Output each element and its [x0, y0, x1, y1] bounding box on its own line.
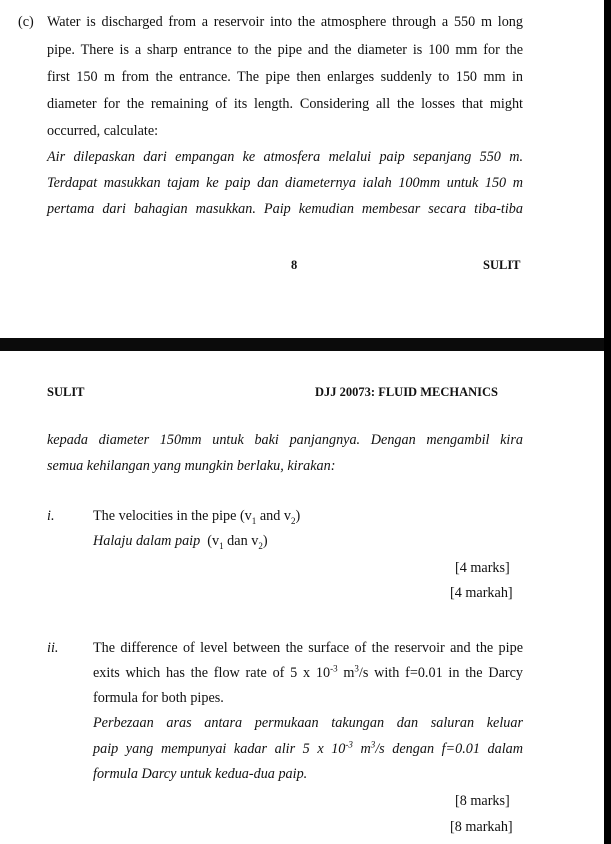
- header-course-title: DJJ 20073: FLUID MECHANICS: [315, 385, 498, 399]
- exam-page-8: [0, 0, 604, 338]
- q1-en-text: The velocities in the pipe ($v_1$ and $v_2$): [93, 508, 301, 526]
- q2-ms-line-3: formula Darcy untuk kedua-dua paip.: [93, 766, 308, 782]
- question-ms-continued-2: semua kehilangan yang mungkin berlaku, kirakan:: [47, 458, 336, 474]
- exam-page-9: [0, 351, 604, 844]
- question-ms-line-1: Air dilepaskan dari empangan ke atmosfera melalui paip sepanjang 550 m.: [47, 149, 523, 165]
- q1-markah: [4 markah]: [450, 585, 513, 601]
- question-en-line-1: Water is discharged from a reservoir into the atmosphere through a 550 m long: [47, 14, 523, 30]
- q2-ms-line-1: Perbezaan aras antara permukaan takungan dan saluran keluar: [93, 715, 523, 731]
- q2-marks: [8 marks]: [455, 793, 510, 809]
- question-en-line-5: occurred, calculate:: [47, 123, 159, 139]
- q1-marks: [4 marks]: [455, 560, 510, 576]
- question-en-line-2: pipe. There is a sharp entrance to the pipe and the diameter is 100 mm for the: [47, 42, 523, 58]
- question-en-line-3: first 150 m from the entrance. The pipe then enlarges suddenly to 150 mm in: [47, 69, 523, 85]
- page-separator: [0, 338, 611, 351]
- q2-markah: [8 markah]: [450, 819, 513, 835]
- question-label-c: (c): [18, 14, 34, 30]
- footer-sulit: SULIT: [483, 258, 521, 272]
- screen-edge: [604, 0, 611, 844]
- question-ms-line-2: Terdapat masukkan tajam ke paip dan diameternya ialah 100mm untuk 150 m: [47, 175, 523, 191]
- q2-en-line-2: exits which has the flow rate of 5 x $10^{-3}$ $m^3/s$ with f=0.01 in the Darcy: [93, 663, 523, 681]
- subquestion-label-i: i.: [47, 508, 55, 524]
- page-number: 8: [291, 258, 298, 272]
- q2-ms-line-2: paip yang mempunyai kadar alir 5 x $10^{-3}$ $m^3/s$ dengan f=0.01 dalam: [93, 739, 523, 757]
- q2-en-line-1: The difference of level between the surface of the reservoir and the pipe: [93, 640, 523, 656]
- header-sulit: SULIT: [47, 385, 85, 399]
- q1-ms-text: Halaju dalam paip ($v_1$ dan $v_2$): [93, 533, 268, 551]
- question-ms-line-3: pertama dari bahagian masukkan. Paip kemudian membesar secara tiba-tiba: [47, 201, 523, 217]
- subquestion-label-ii: ii.: [47, 640, 59, 656]
- q2-en-line-3: formula for both pipes.: [93, 690, 224, 706]
- question-en-line-4: diameter for the remaining of its length. Considering all the losses that might: [47, 96, 523, 112]
- question-ms-continued-1: kepada diameter 150mm untuk baki panjangnya. Dengan mengambil kira: [47, 432, 523, 448]
